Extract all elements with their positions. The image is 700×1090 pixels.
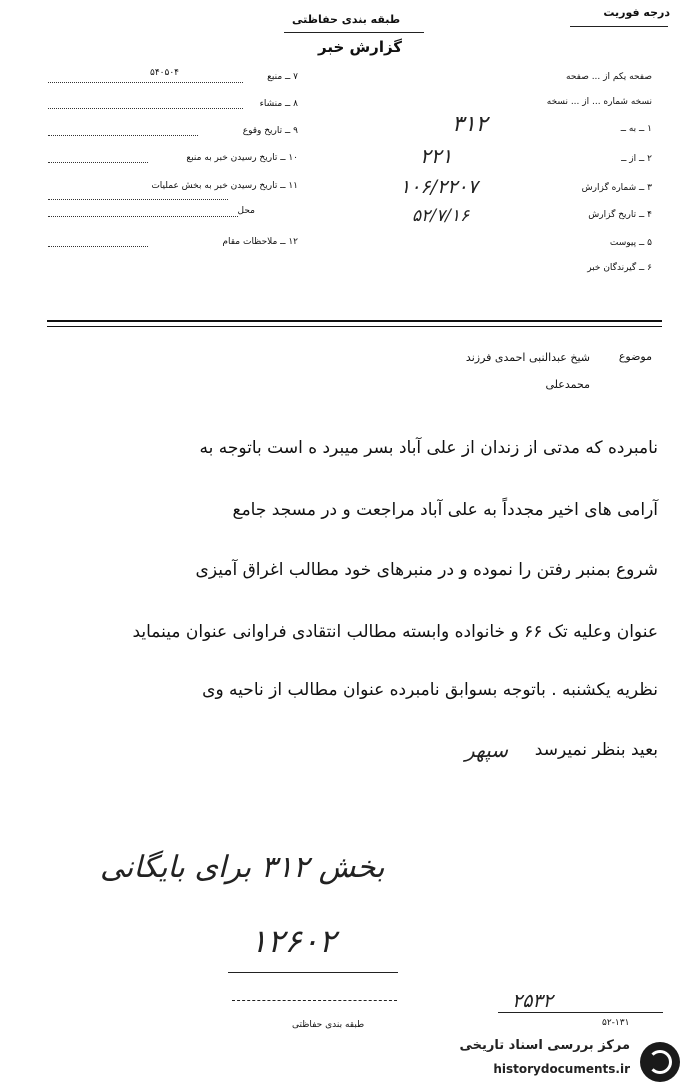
urgency-label: درجه فوریت [603,6,670,19]
subject-value: شیخ عبدالنبی احمدی فرزند [465,351,590,364]
source-label: ۷ ــ منبع [267,72,298,82]
remarks-label: ۱۲ ــ ملاحظات مقام [222,237,298,247]
handwritten-number: ۱۲۶۰۲ [250,922,336,960]
subject-label: موضوع [618,350,652,363]
received-ops-date-label: ۱۱ ــ تاریخ رسیدن خبر به بخش عملیات [151,181,298,191]
handwritten-note: بخش ۳۱۲ برای بایگانی [100,850,385,885]
bottom-number: ۲۵۳۲ [512,990,553,1012]
recipients-label: ۶ ــ گیرندگان خبر [587,263,652,273]
source-value: ۵۴۰۵۰۴ [150,68,180,78]
body-line: آرامی های اخیر مجدداً به علی آباد مراجعت و در مسجد جامع [232,500,658,520]
bottom-number-underline [498,1012,663,1013]
classification-underline [284,32,424,33]
stamp-line [228,972,398,973]
signature: سپهر [465,738,509,762]
body-line: شروع بمنبر رفتن را نموده و در منبرهای خود مطالب اغراق آمیزی [195,560,658,580]
page-count-field: صفحه یکم از ... صفحه [566,72,652,82]
archive-logo-icon [640,1042,680,1082]
header-divider-bottom [47,326,662,327]
watermark-title: مرکز بررسی اسناد تاریخی [459,1038,630,1053]
occurrence-dotted-line [48,135,198,136]
body-line: نامبرده که مدتی از زندان از علی آباد بسر میبرد ه است باتوجه به [199,438,658,458]
watermark-url: historydocuments.ir [493,1062,630,1076]
report-number-value: ۱۰۶/۲۲۰۷ [400,176,478,198]
source-dotted-line [48,82,243,83]
attachment-label: ۵ ــ پیوست [609,238,652,248]
received-source-dotted-line [48,162,148,163]
origin-label: ۸ ــ منشاء [259,99,298,109]
origin-dotted-line [48,108,243,109]
to-field-label: ۱ ــ به ــ [620,124,652,134]
report-number-label: ۳ ــ شماره گزارش [581,183,652,193]
occurrence-date-label: ۹ ــ تاریخ وقوع [242,126,298,136]
body-line: عنوان وعلیه تک ۶۶ و خانواده وابسته مطالب انتقادی فراوانی عنوان مینماید [132,622,658,642]
copy-number-field: نسخه شماره ... از ... نسخه [546,97,652,107]
bottom-date: ۵۲-۱۳۱ [602,1018,630,1028]
from-field-label: ۲ ــ از ــ [621,154,652,164]
report-date-label: ۴ ــ تاریخ گزارش [588,210,652,220]
footer-classification: طبقه بندی حفاظتی [292,1020,365,1030]
to-field-value: ۳۱۲ [452,112,488,137]
subject-value-line2: محمدعلی [545,378,590,391]
report-title: گزارش خبر [318,38,403,56]
stamp-line [232,1000,397,1001]
urgency-underline [570,26,668,27]
received-ops-dotted-line [48,199,228,200]
received-source-date-label: ۱۰ ــ تاریخ رسیدن خبر به منبع [186,153,298,163]
report-date-value: ۵۲/۷/۱۶ [412,206,470,226]
from-field-value: ۲۲۱ [420,144,453,168]
body-line: بعید بنظر نمیرسد [534,740,658,760]
location-dotted-line [48,216,238,217]
location-label: محل [237,206,255,216]
body-line: نظریه یکشنبه . باتوجه بسوابق نامبرده عنوان مطالب از ناحیه وی [202,680,658,700]
classification-label: طبقه بندی حفاظتی [292,13,401,26]
header-divider-top [47,320,662,322]
remarks-dotted-line [48,246,148,247]
